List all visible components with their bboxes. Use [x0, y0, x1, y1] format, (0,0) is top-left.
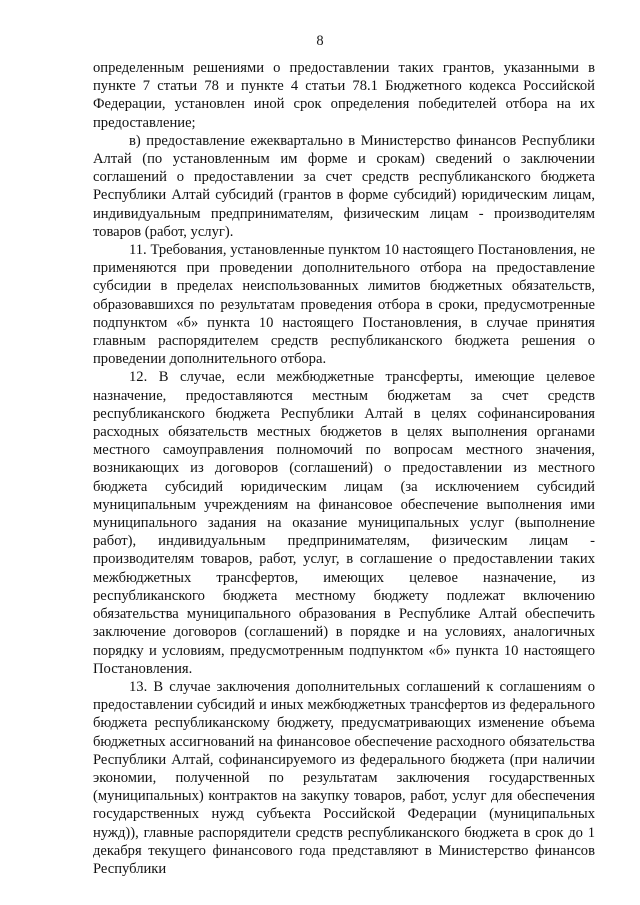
paragraph-continuation: определенным решениями о предоставлении таких грантов, указанными в пункте 7 статьи 78 и пункте 4 статьи 78.1 Бюджетного кодекса Российской Федерации, установлен иной срок определения победителей отбора на их предоставление;	[93, 60, 595, 131]
paragraph-12: 12. В случае, если межбюджетные трансферты, имеющие целевое назначение, предоставляются местным бюджетам за счет средств республиканского бюджета Республики Алтай в целях софинансирования расходных обязательств местных бюджетов в целях выполнения органами местного самоуправления полномочий по вопросам местного значения, возникающих из договоров (соглашений) о предоставлении из местного бюджета субсидий юридическим лицам (за исключением субсидий муниципальным учреждениям на финансовое обеспечение выполнения ими муниципального задания на оказание муниципальных услуг (выполнение работ), индивидуальным предпринимателям, физическим лицам - производителям товаров, работ, услуг, в соглашение о предоставлении таких межбюджетных трансфертов, имеющих целевое назначение, из республиканского бюджета местному бюджету подлежат включению обязательства муниципального образования в Республике Алтай обеспечить заключение договоров (соглашений) в порядке и на условиях, аналогичных порядку и условиям, предусмотренным подпунктом «б» пункта 10 настоящего Постановления.	[93, 369, 595, 677]
paragraph-13: 13. В случае заключения дополнительных соглашений к соглашениям о предоставлении субсидий и иных межбюджетных трансфертов из федерального бюджета республиканскому бюджету, предусматривающих изменение объема бюджетных ассигнований на финансовое обеспечение расходного обязательства Республики Алтай, софинансируемого из федерального бюджета (при наличии экономии, полученной по результатам заключения государственных (муниципальных) контрактов на закупку товаров, работ, услуг для обеспечения государственных нужд субъекта Российской Федерации (муниципальных нужд)), главные распорядители средств республиканского бюджета в срок до 1 декабря текущего финансового года представляют в Министерство финансов Республики	[93, 678, 595, 877]
paragraph-11: 11. Требования, установленные пунктом 10 настоящего Постановления, не применяются при проведении дополнительного отбора на предоставление субсидии в пределах неиспользованных лимитов бюджетных обязательств, образовавшихся по результатам проведения отбора в сроки, предусмотренные подпунктом «б» пункта 10 настоящего Постановления, в случае принятия главным распорядителем средств республиканского бюджета решения о проведении дополнительного отбора.	[93, 242, 595, 368]
page-number: 8	[316, 33, 324, 49]
document-body	[93, 59, 595, 878]
paragraph-subitem-v: в) предоставление ежеквартально в Министерство финансов Республики Алтай (по установленным им форме и срокам) сведений о заключении соглашений о предоставлении за счет средств республиканского бюджета Республики Алтай субсидий (грантов в форме субсидий) юридическим лицам, индивидуальным предпринимателям, физическим лицам - производителям товаров (работ, услуг).	[93, 132, 595, 240]
